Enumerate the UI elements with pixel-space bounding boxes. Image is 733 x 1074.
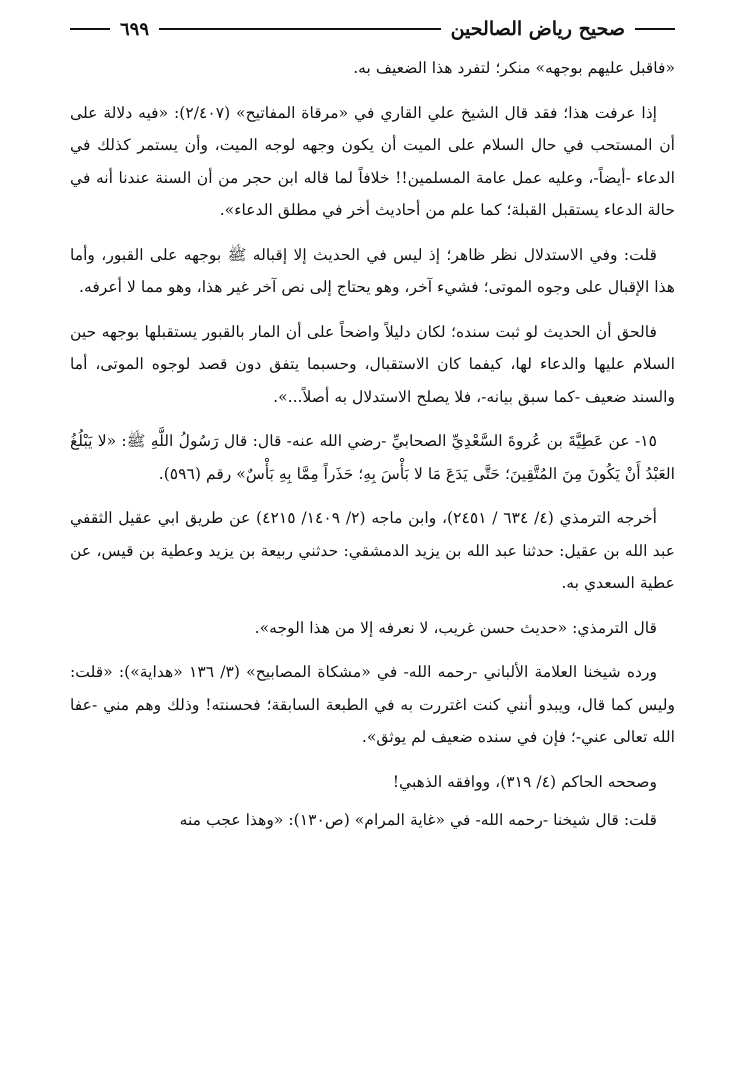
paragraph-1: «فاقبل عليهم بوجهه» منكر؛ لتفرد هذا الضعيف به. <box>353 59 675 77</box>
header-rule-left <box>70 28 110 30</box>
paragraph-10: قلت: قال شيخنا -رحمه الله- في «غاية المرام» (ص١٣٠): «وهذا عجب منه <box>179 811 657 829</box>
paragraph-9: وصححه الحاكم (٤/ ٣١٩)، ووافقه الذهبي! <box>392 772 657 791</box>
paragraph-2: إذا عرفت هذا؛ فقد قال الشيخ علي القاري في «مرقاة المفاتيح» (٢/٤٠٧): «فيه دلالة على أن المستحب في حال السلام على الميت أن يكون وجهه لوجه الميت، وأن يستمر كذلك في الدعاء -أيضاً-، وعليه عمل عامة المسلمين!! خلافاً لما قاله ابن حجر من أن السنة عندنا أنه في حالة الدعاء يستقبل القبلة؛ كما علم من أحاديث أخر في مطلق الدعاء». <box>70 103 675 219</box>
paragraph-8: ورده شيخنا العلامة الألباني -رحمه الله- في «مشكاة المصابيح» (٣/ ١٣٦ «هداية»): «قلت: وليس كما قال، ويبدو أنني كنت اغتررت به في الطبعة السابقة؛ فحسنته! وذلك وهم مني -عفا الله تعالى عني-؛ فإن في سنده ضعيف لم يوثق». <box>70 663 675 746</box>
book-page <box>70 12 675 1054</box>
hadith-paragraph: ١٥- عن عَطِيَّةَ بن عُروةَ السَّعْدِيِّ الصحابيِّ -رضي الله عنه- قال: قال رَسُولُ اللَّهِ ﷺ: «لا يَبْلُغُ العَبْدُ أَنْ يَكُونَ مِنَ المُتَّقِينَ؛ حَتَّى يَدَعَ مَا لا بَأْسَ بِهِ؛ حَذَراً مِمَّا بِهِ بَأْسٌ» رقم (٥٩٦). <box>70 432 675 483</box>
paragraph-4: فالحق أن الحديث لو ثبت سنده؛ لكان دليلاً واضحاً على أن المار بالقبور يستقبلها بوجهه حين السلام عليها والدعاء لها، كيفما كان الاستقبال، وحسبما يتفق دون قصد لوجوه الموتى، أما والسند ضعيف -كما سبق بيانه-، فلا يصلح الاستدلال به أصلاً...». <box>70 322 675 406</box>
page-number: ٦٩٩ <box>120 18 150 40</box>
running-header <box>70 12 675 46</box>
paragraph-7: قال الترمذي: «حديث حسن غريب، لا نعرفه إلا من هذا الوجه». <box>254 618 657 637</box>
book-title: صحيح رياض الصالحين <box>450 18 625 40</box>
paragraph-6: أخرجه الترمذي (٤/ ٦٣٤ / ٢٤٥١)، وابن ماجه (٢/ ١٤٠٩/ ٤٢١٥) عن طريق ابي عقيل الثقفي عبد الله بن عقيل: حدثنا عبد الله بن يزيد الدمشقي: حدثني ربيعة بن يزيد وعطية بن قيس، عن عطية السعدي به. <box>70 509 675 592</box>
header-rule-middle <box>159 28 441 30</box>
header-rule-right <box>635 28 675 30</box>
paragraph-3: قلت: وفي الاستدلال نظر ظاهر؛ إذ ليس في الحديث إلا إقباله ﷺ بوجهه على القبور، وأما هذا الإقبال على وجوه الموتى؛ فشيء آخر، وهو يحتاج إلى نص آخر غير هذا، وهو مما لا أعرفه. <box>70 245 675 296</box>
page-body <box>70 52 675 837</box>
